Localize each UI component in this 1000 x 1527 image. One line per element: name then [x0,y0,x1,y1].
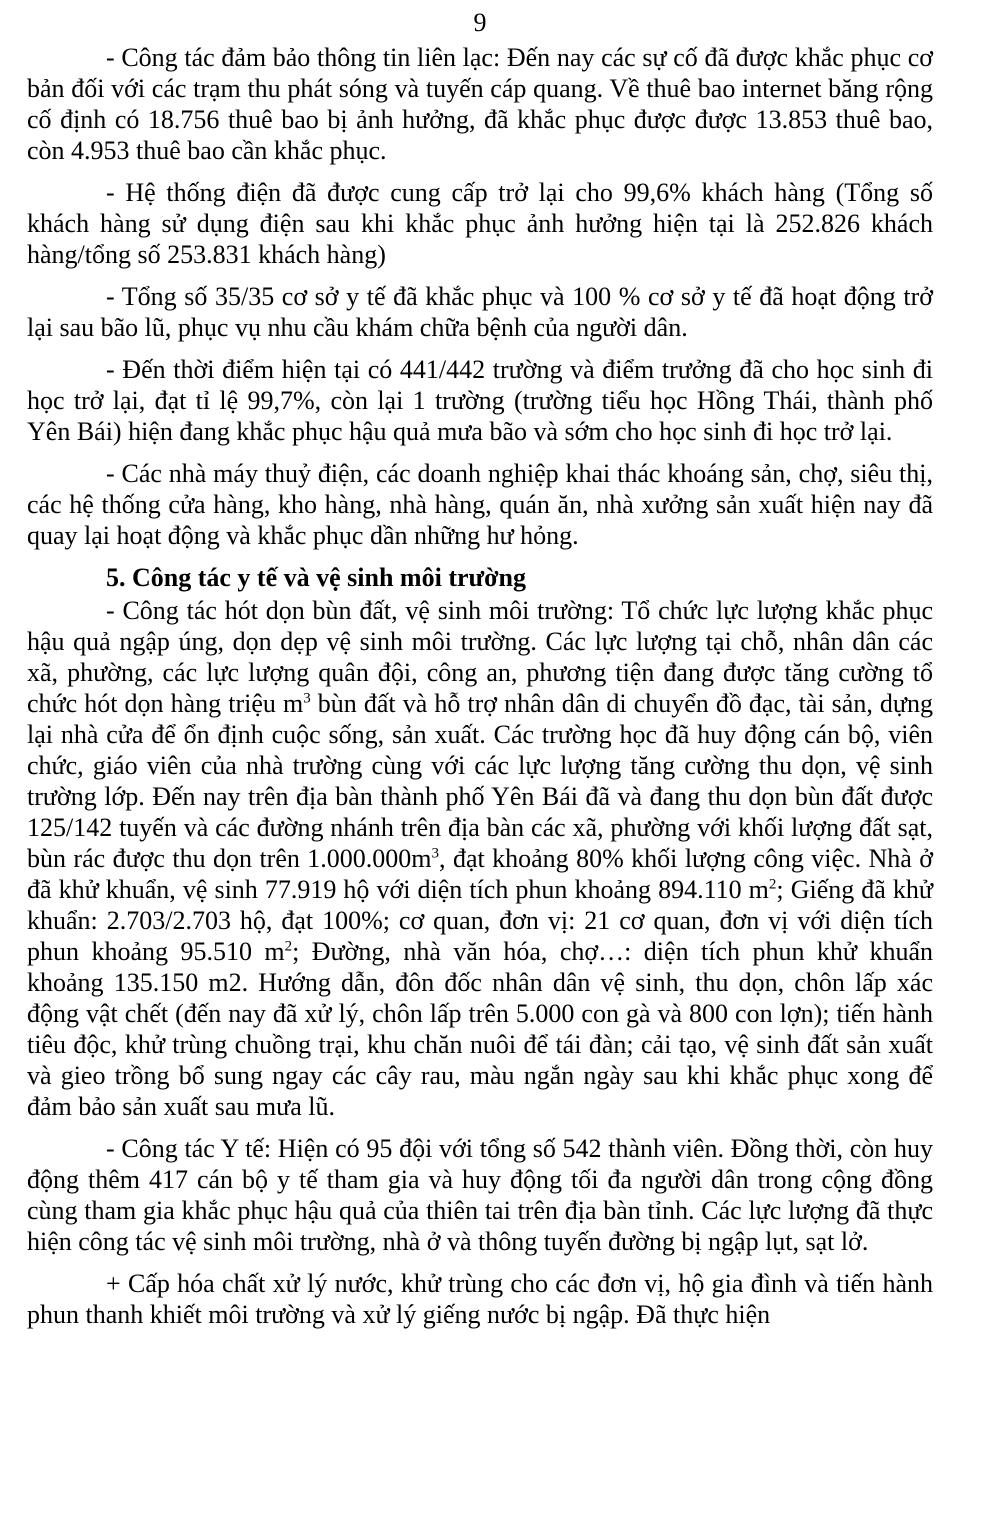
cleanup-text-2: bùn đất và hỗ trợ nhân dân di chuyển đồ đạc, tài sản, dựng lại nhà cửa để ổn định cuộc sống, sản xuất. Các trường học đã huy động cán bộ, viên chức, giáo viên của nhà trường cùng với các lực lượng tăng cường thu dọn, vệ sinh trường lớp. Đến nay trên địa bàn thành phố Yên Bái đã và đang thu dọn bùn đất được 125/142 tuyến và các đường nhánh trên địa bàn các xã, phường với khối lượng đất sạt, bùn rác được thu dọn trên 1.000.000m [27,689,933,873]
superscript-square: 2 [768,876,777,893]
superscript-square: 2 [284,938,293,955]
superscript-cubic: 3 [303,690,311,707]
paragraph-health-facilities: - Tổng số 35/35 cơ sở y tế đã khắc phục và 100 % cơ sở y tế đã hoạt động trở lại sau bão lũ, phục vụ nhu cầu khám chữa bệnh của người dân. [27,282,933,342]
paragraph-communications: - Công tác đảm bảo thông tin liên lạc: Đến nay các sự cố đã được khắc phục cơ bản đối với các trạm thu phát sóng và tuyến cáp quang. Về thuê bao internet băng rộng cố định có 18.756 thuê bao bị ảnh hưởng, đã khắc phục được được 13.853 thuê bao, còn 4.953 thuê bao cần khắc phục. [27,43,933,165]
paragraph-electricity: - Hệ thống điện đã được cung cấp trở lại cho 99,6% khách hàng (Tổng số khách hàng sử dụng điện sau khi khắc phục ảnh hưởng hiện tại là 252.826 khách hàng/tổng số 253.831 khách hàng) [27,178,933,269]
paragraph-businesses: - Các nhà máy thuỷ điện, các doanh nghiệp khai thác khoáng sản, chợ, siêu thị, các hệ thống cửa hàng, kho hàng, nhà hàng, quán ăn, nhà xưởng sản xuất hiện nay đã quay lại hoạt động và khắc phục dần những hư hỏng. [27,459,933,550]
superscript-cubic: 3 [431,845,440,862]
paragraph-water-treatment: + Cấp hóa chất xử lý nước, khử trùng cho các đơn vị, hộ gia đình và tiến hành phun thanh khiết môi trường và xử lý giếng nước bị ngập. Đã thực hiện [27,1269,933,1329]
section-heading-health-environment: 5. Công tác y tế và vệ sinh môi trường [106,563,526,592]
cleanup-text-4: ; Giếng đã khử khuẩn: 2.703/2.703 hộ, đạt 100%; cơ quan, đơn vị: 21 cơ quan, đơn vị với diện tích phun khoảng 95.510 m [27,875,933,966]
paragraph-schools: - Đến thời điểm hiện tại có 441/442 trường và điểm trưởng đã cho học sinh đi học trở lại, đạt tỉ lệ 99,7%, còn lại 1 trường (trường tiểu học Hồng Thái, thành phố Yên Bái) hiện đang khắc phục hậu quả mưa bão và sớm cho học sinh đi học trở lại. [27,355,933,446]
paragraph-medical-work: - Công tác Y tế: Hiện có 95 đội với tổng số 542 thành viên. Đồng thời, còn huy động thêm 417 cán bộ y tế tham gia và huy động tối đa người dân trong cộng đồng cùng tham gia khắc phục hậu quả của thiên tai trên địa bàn tỉnh. Các lực lượng đã thực hiện công tác vệ sinh môi trường, nhà ở và thông tuyến đường bị ngập lụt, sạt lở. [27,1134,933,1256]
cleanup-text-5: ; Đường, nhà văn hóa, chợ…: diện tích phun khử khuẩn khoảng 135.150 m2. Hướng dẫn, đôn đốc nhân dân vệ sinh, thu dọn, chôn lấp xác động vật chết (đến nay đã xử lý, chôn lấp trên 5.000 con gà và 800 con lợn); tiến hành tiêu độc, khử trùng chuồng trại, khu chăn nuôi để tái đàn; cải tạo, vệ sinh đất sản xuất và gieo trồng bổ sung ngay các cây rau, màu ngắn ngày sau khi khắc phục xong để đảm bảo sản xuất sau mưa lũ. [27,937,934,1121]
page-number: 9 [473,8,487,37]
paragraph-cleanup [27,595,933,1122]
document-page [27,0,933,1330]
cleanup-text-3: , đạt khoảng 80% khối lượng công việc. Nhà ở đã khử khuẩn, vệ sinh 77.919 hộ với diện tích phun khoảng 894.110 m [27,844,933,904]
cleanup-text-1: - Công tác hót dọn bùn đất, vệ sinh môi trường: Tổ chức lực lượng khắc phục hậu quả ngập úng, dọn dẹp vệ sinh môi trường. Các lực lượng tại chỗ, nhân dân các xã, phường, các lực lượng quân đội, công an, phương tiện đang được tăng cường tổ chức hót dọn hàng triệu m [27,596,933,718]
